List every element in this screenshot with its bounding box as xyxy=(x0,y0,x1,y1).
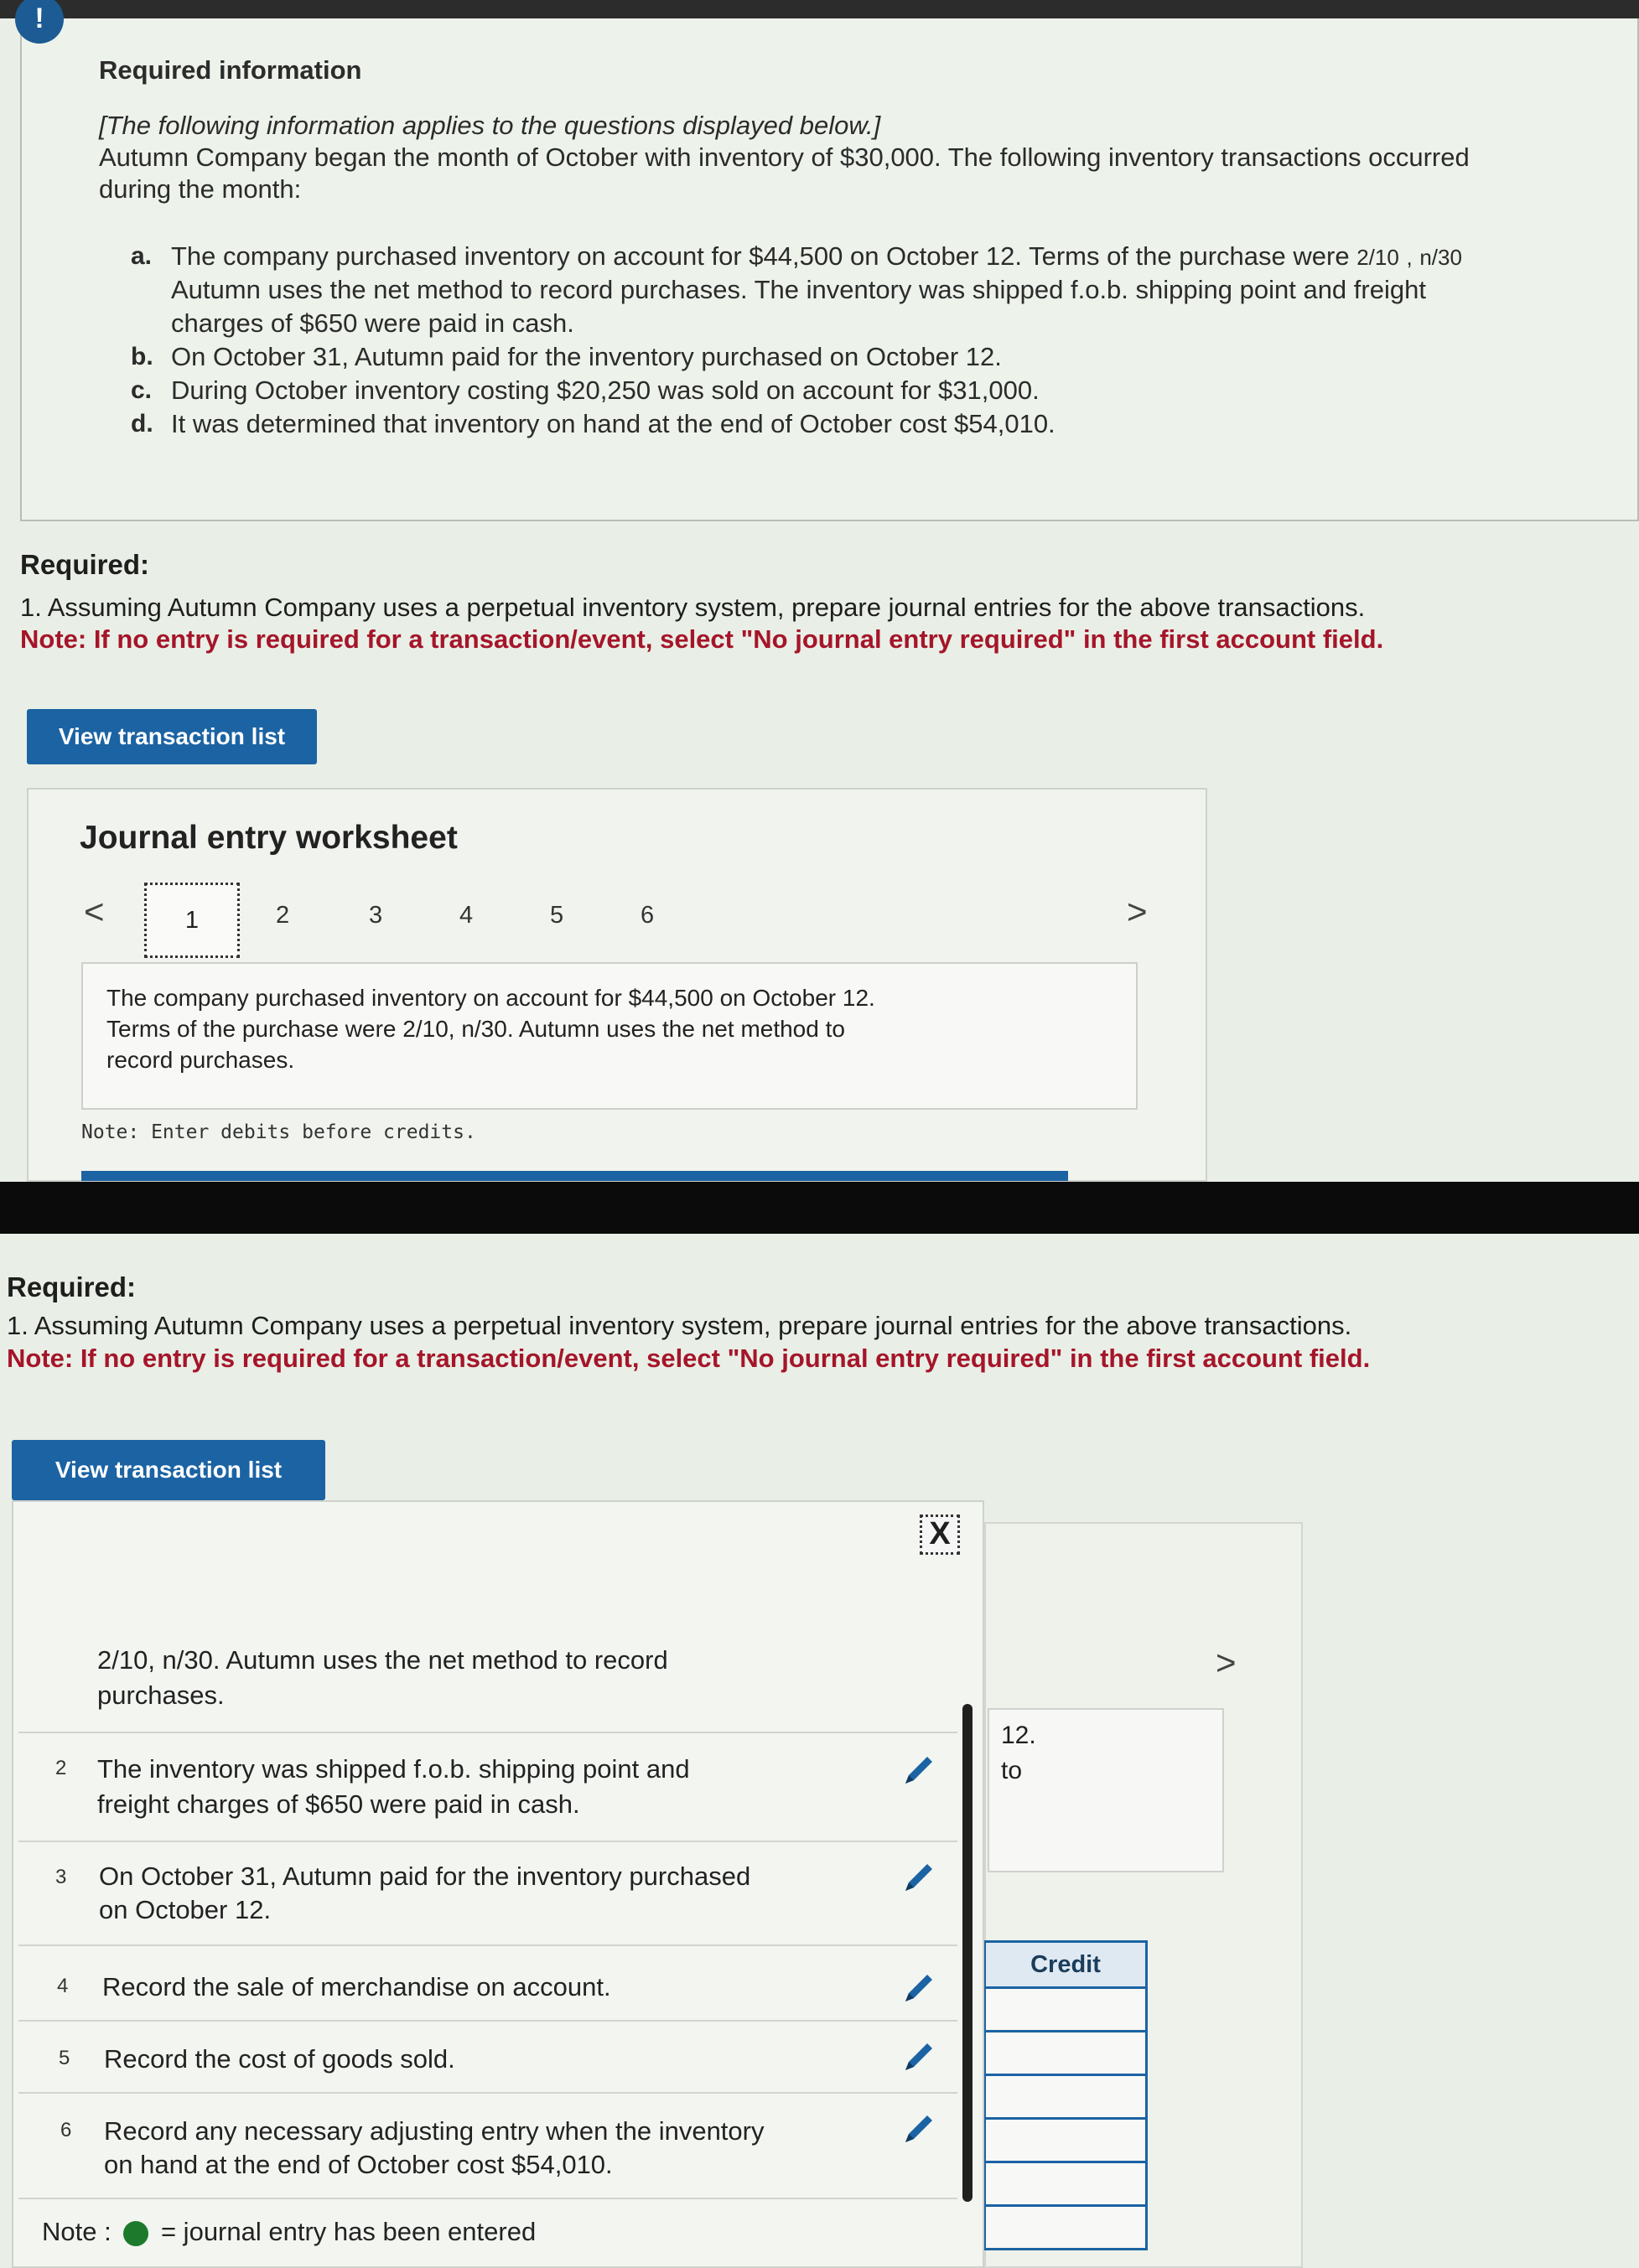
row-number: 4 xyxy=(57,1975,69,1997)
close-icon[interactable]: X xyxy=(920,1515,960,1555)
legend-prefix: Note : xyxy=(42,2217,112,2246)
item-letter: a. xyxy=(131,242,153,270)
date-text: to xyxy=(1001,1757,1023,1784)
required-title: Required: xyxy=(20,549,150,580)
date-field[interactable] xyxy=(988,1708,1224,1872)
row-divider xyxy=(18,1944,957,1946)
credit-cell[interactable] xyxy=(983,2120,1148,2163)
credit-cell[interactable] xyxy=(983,2207,1148,2250)
required-line1: 1. Assuming Autumn Company uses a perpetual inventory system, prepare journal entries for the above transactions. xyxy=(20,593,1366,622)
tab-label: 1 xyxy=(184,906,200,934)
view-transaction-list-button[interactable]: View transaction list xyxy=(27,709,317,764)
item-d-line1: It was determined that inventory on hand at the end of October cost $54,010. xyxy=(171,409,1055,438)
view-transaction-list-button[interactable]: View transaction list xyxy=(12,1440,325,1500)
info-heading: Required information xyxy=(99,55,362,85)
debits-credits-note: Note: Enter debits before credits. xyxy=(81,1121,476,1143)
tab-2[interactable]: 2 xyxy=(276,902,290,929)
edit-pencil-icon[interactable] xyxy=(899,1857,939,1898)
transaction-description xyxy=(81,962,1138,1110)
row-divider xyxy=(18,2020,957,2022)
row-divider xyxy=(18,1841,957,1842)
row-divider xyxy=(18,1732,957,1733)
description-line: The company purchased inventory on account for $44,500 on October 12. xyxy=(106,985,875,1011)
list-item[interactable]: on hand at the end of October cost $54,010. xyxy=(104,2150,613,2179)
item-letter: b. xyxy=(131,343,153,370)
description-line: record purchases. xyxy=(106,1047,295,1073)
edit-pencil-icon[interactable] xyxy=(899,1968,939,2008)
scrollbar[interactable] xyxy=(962,1704,973,2202)
chevron-right-icon[interactable]: > xyxy=(1127,892,1148,931)
credit-cell[interactable] xyxy=(983,2076,1148,2120)
tab-4[interactable]: 4 xyxy=(459,902,474,929)
item-b-line1: On October 31, Autumn paid for the inventory purchased on October 12. xyxy=(171,342,1002,371)
tab-6[interactable]: 6 xyxy=(641,902,655,929)
item-a-text: The company purchased inventory on account for $44,500 on October 12. Terms of the purchase were xyxy=(171,241,1350,271)
credit-column-header: Credit xyxy=(983,1940,1148,1989)
list-item[interactable]: on October 12. xyxy=(99,1895,272,1924)
chevron-right-icon[interactable]: > xyxy=(1216,1643,1237,1682)
credit-cell[interactable] xyxy=(983,1989,1148,2032)
credit-cell[interactable] xyxy=(983,2163,1148,2207)
required-note: Note: If no entry is required for a transaction/event, select "No journal entry required" in the first account field. xyxy=(20,624,1384,654)
list-item-partial: 2/10, n/30. Autumn uses the net method to record xyxy=(97,1645,668,1675)
row-divider xyxy=(18,2198,957,2199)
worksheet-title: Journal entry worksheet xyxy=(80,820,458,856)
tab-1[interactable] xyxy=(144,883,240,958)
edit-pencil-icon[interactable] xyxy=(899,2037,939,2077)
legend-text: = journal entry has been entered xyxy=(160,2217,537,2246)
info-intro-line2: during the month: xyxy=(99,174,302,204)
item-c-line1: During October inventory costing $20,250 was sold on account for $31,000. xyxy=(171,375,1040,405)
date-text: 12. xyxy=(1001,1722,1036,1749)
row-number: 6 xyxy=(60,2119,72,2141)
info-intro-italic: [The following information applies to the questions displayed below.] xyxy=(99,111,881,140)
description-line: Terms of the purchase were 2/10, n/30. Autumn uses the net method to xyxy=(106,1016,845,1042)
list-item[interactable]: The inventory was shipped f.o.b. shipping point and xyxy=(97,1754,690,1784)
terms-fraction-a: 2/10 xyxy=(1356,245,1399,270)
list-item[interactable]: On October 31, Autumn paid for the inventory purchased xyxy=(99,1862,751,1891)
alert-icon: ! xyxy=(15,0,64,44)
item-letter: c. xyxy=(131,376,153,404)
row-divider xyxy=(18,2092,957,2094)
table-header-strip xyxy=(81,1171,1068,1181)
item-letter: d. xyxy=(131,410,153,438)
tab-3[interactable]: 3 xyxy=(369,902,383,929)
required-title: Required: xyxy=(7,1271,137,1302)
list-item[interactable]: Record any necessary adjusting entry when the inventory xyxy=(104,2116,765,2146)
chevron-left-icon[interactable]: < xyxy=(84,892,105,931)
item-a-line2: Autumn uses the net method to record purchases. The inventory was shipped f.o.b. shipping point and freight xyxy=(171,275,1426,304)
credit-cell[interactable] xyxy=(983,2032,1148,2076)
list-item[interactable]: Record the cost of goods sold. xyxy=(104,2044,455,2074)
info-intro-line1: Autumn Company began the month of October with inventory of $30,000. The following inventory transactions occurred xyxy=(99,142,1470,172)
list-item[interactable]: Record the sale of merchandise on account. xyxy=(102,1972,611,2001)
required-line1: 1. Assuming Autumn Company uses a perpetual inventory system, prepare journal entries for the above transactions. xyxy=(7,1311,1352,1340)
screen-divider xyxy=(0,1182,1639,1234)
edit-pencil-icon[interactable] xyxy=(899,1750,939,1790)
entry-legend-note xyxy=(42,2214,536,2249)
edit-pencil-icon[interactable] xyxy=(899,2109,939,2149)
row-number: 5 xyxy=(59,2047,70,2069)
row-number: 2 xyxy=(55,1757,67,1779)
tab-5[interactable]: 5 xyxy=(550,902,564,929)
item-a-line3: charges of $650 were paid in cash. xyxy=(171,308,574,338)
row-number: 3 xyxy=(55,1866,67,1888)
top-bar xyxy=(0,0,1639,18)
entered-dot-icon xyxy=(123,2221,148,2246)
item-a-line1: The company purchased inventory on account for $44,500 on October 12. Terms of the purchase were 2/10 , n/30 xyxy=(171,241,1462,271)
list-item-partial: purchases. xyxy=(97,1680,225,1710)
terms-fraction-b: n/30 xyxy=(1419,245,1462,270)
list-item[interactable]: freight charges of $650 were paid in cash. xyxy=(97,1789,580,1819)
required-note: Note: If no entry is required for a transaction/event, select "No journal entry required" in the first account field. xyxy=(7,1344,1371,1373)
